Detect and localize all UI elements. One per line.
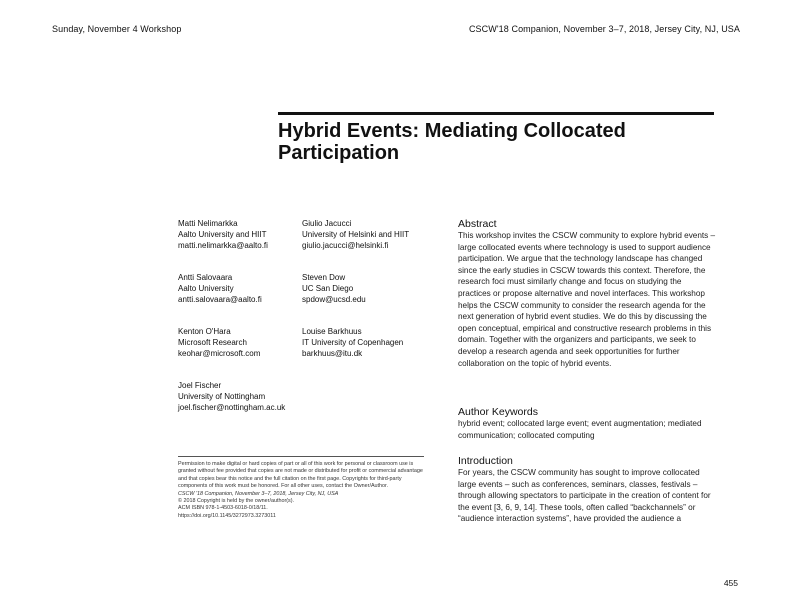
abstract-heading: Abstract [458,218,497,230]
author-name: Kenton O'Hara [178,327,231,336]
author-email: joel.fischer@nottingham.ac.uk [178,403,286,412]
author-email: barkhuus@itu.dk [302,349,363,358]
author-email: matti.nelimarkka@aalto.fi [178,241,268,250]
author-affiliation: University of Nottingham [178,392,266,401]
author-affiliation: IT University of Copenhagen [302,338,404,347]
abstract-text: This workshop invites the CSCW community to explore hybrid events – large collocated events where technology is used to support audience participation. We argue that the technology landscape has changed since the early studies in CSCW towards this context. Therefore, the research foci must similarly change and focus on studying the practices or propose alternative and novel interfaces. This workshop helps the CSCW community to consider the research agenda for the next generation of hybrid event studies. We do this by discussing the open conceptual, empirical and constructive research problems in this domain. Together with the organizers and participants, we seek to develop a research agenda and seek opportunities for further collaboration on the topic of hybrid events. [458,231,716,368]
author-affiliation: University of Helsinki and HIIT [302,230,410,239]
author-name: Steven Dow [302,273,346,282]
introduction-section [458,455,716,525]
author-affiliation: Microsoft Research [178,338,247,347]
introduction-heading: Introduction [458,455,513,467]
paper-title: Hybrid Events: Mediating Collocated Participation [278,120,626,164]
permission-copyright: © 2018 Copyright is held by the owner/author(s). [178,498,295,505]
author-name: Giulio Jacucci [302,219,352,228]
abstract-section [458,218,716,369]
author-entry [302,218,437,251]
author-affiliation: UC San Diego [302,284,354,293]
author-name: Antti Salovaara [178,273,233,282]
keywords-section [458,406,716,441]
author-affiliation: Aalto University and HIIT [178,230,267,239]
author-email: antti.salovaara@aalto.fi [178,295,262,304]
author-email: keohar@microsoft.com [178,349,261,358]
author-entry [178,272,313,305]
author-email: giulio.jacucci@helsinki.fi [302,241,389,250]
author-name: Matti Nelimarkka [178,219,238,228]
running-header-left: Sunday, November 4 Workshop [52,24,182,34]
author-entry [178,218,313,251]
running-header-right: CSCW'18 Companion, November 3–7, 2018, Jersey City, NJ, USA [468,24,740,34]
author-entry [178,380,313,413]
keywords-text: hybrid event; collocated large event; event augmentation; mediated communication; collocated computing [458,419,702,440]
author-entry [302,326,437,359]
permission-venue: CSCW '18 Companion, November 3–7, 2018, Jersey City, NJ, USA [178,490,339,497]
author-name: Joel Fischer [178,381,222,390]
author-entry [302,272,437,305]
title-rule [278,112,714,115]
permission-block [178,461,424,520]
page-number: 455 [723,578,738,588]
permission-isbn: ACM ISBN 978-1-4503-6018-0/18/11. [178,505,268,512]
keywords-heading: Author Keywords [458,406,538,418]
permission-statement: Permission to make digital or hard copies of part or all of this work for personal or classroom use is granted without fee provided that copies are not made or distributed for profit or commercial advantage and that copies bear this notice and the full citation on the first page. Copyrights for third-party components of this work must be honored. For all other uses, contact the Owner/Author. [178,461,423,490]
author-name: Louise Barkhuus [302,327,362,336]
author-email: spdow@ucsd.edu [302,295,366,304]
author-affiliation: Aalto University [178,284,234,293]
footnote-divider [178,456,424,457]
permission-doi: https://doi.org/10.1145/3272973.3273011 [178,512,276,519]
author-entry [178,326,313,359]
introduction-text: For years, the CSCW community has sought to improve collocated large events – such as conferences, seminars, classes, festivals – through allowing spectators to participate in the creation of content for the event [3, 6, 9, 14]. These tools, often called “backchannels” or “audience interaction systems”, have provided the audience a [458,468,711,524]
